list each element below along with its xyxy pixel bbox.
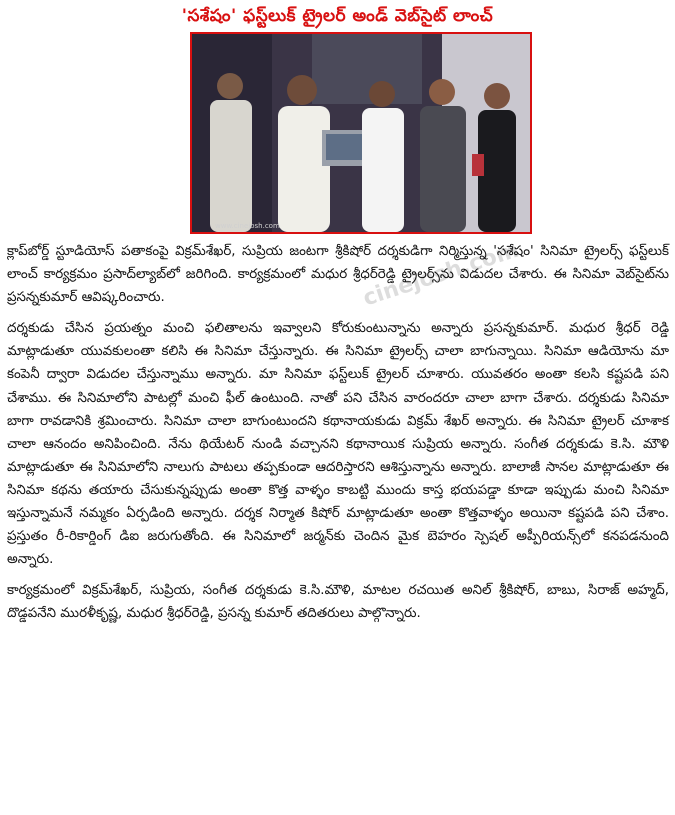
event-photo [190, 32, 532, 234]
article-paragraph-2: దర్శకుడు చేసిన ప్రయత్నం మంచి ఫలితాలను ఇవ్వాలని కోరుకుంటున్నాను అన్నారు ప్రసన్నకుమార్. మధుర శ్రీధర్ రెడ్డి మాట్లాడుతూ యువకులంతా కలిసి ఈ సినిమా చేస్తున్నారు. ఈ సినిమా ట్రైలర్స్ చాలా బాగున్నాయి. సినిమా ఆడియోను మా కంపెనీ ద్వారా విడుదల చేస్తున్నాము అన్నారు. మా సినిమా ఫస్ట్‌లుక్ ట్రైలర్ చూశారు. యువతరం అంతా కలసి కష్టపడి పని చేశాము. ఈ సినిమాలోని పాటల్లో మంచి ఫీల్ ఉంటుంది. నాతో పని చేసిన వారందరూ చాలా బాగా చేశారు. దర్శకుడు సినిమా బాగా రావడానికి శ్రమించారు. సినిమా చాలా బాగుంటుందని కథానాయకుడు విక్రమ్ శేఖర్ అన్నారు. ఈ సినిమా ట్రైలర్ చూశాక చాలా ఆనందం అనిపించింది. నేను థియేటర్ నుండి వచ్చానని కథానాయిక సుప్రియ అన్నారు. సంగీత దర్శకుడు కె.సి. మౌళి మాట్లాడుతూ ఈ సినిమాలోని నాలుగు పాటలు తప్పకుండా ఆదరిస్తారని ఆశిస్తున్నాను అన్నారు. బాలాజీ సానల మాట్లాడుతూ ఈ సినిమా కథను తయారు చేసుకున్నప్పుడు అంతా కొత్త వాళ్ళం కాబట్టి ముందు కాస్త భయపడ్డా కూడా ఇప్పుడు మంచి సినిమా ఇస్తున్నామనే నమ్మకం ఏర్పడింది అన్నారు. దర్శక నిర్మాత కిషోర్ మాట్లాడుతూ అంతా కొత్తవాళ్ళం అయినా కష్టపడి పని చేశాం. ప్రస్తుతం రీ-రికార్డింగ్ డిఐ జరుగుతోంది. ఈ సినిమాలో జర్మన్‌కు చెందిన మైక బెహరం స్పెషల్ అప్పీరియన్స్‌లో కనపడనుంది అన్నారు. [7, 321, 669, 568]
article-body [7, 237, 669, 634]
event-photo-illustration [192, 34, 530, 232]
site-watermark: cinejosh.com [360, 237, 522, 312]
article-paragraph-1: క్లాప్‌బోర్డ్ స్టూడియోస్ పతాకంపై విక్రమ్‌శేఖర్, సుప్రియ జంటగా శ్రీకిషోర్ దర్శకుడిగా నిర్మిస్తున్న 'సశేషం' సినిమా ట్రైలర్స్ ఫస్ట్‌లుక్ లాంచ్ కార్యక్రమం ప్రసాద్‌ల్యాబ్‌లో జరిగింది. కార్యక్రమంలో మధుర శ్రీధర్‌రెడ్డి ట్రైలర్స్‌ను విడుదల చేశారు. ఈ సినిమా వెబ్‌సైట్‌ను ప్రసన్నకుమార్ ఆవిష్కరించారు. [7, 244, 669, 306]
photo-watermark: www.cinejosh.com [215, 222, 280, 230]
headline: 'సశేషం' ఫస్ట్‌లుక్ ట్రైలర్ అండ్ వెబ్‌సైట్ లాంచ్ [181, 6, 494, 26]
article-paragraph-3: కార్యక్రమంలో విక్రమ్‌శేఖర్, సుప్రియ, సంగీత దర్శకుడు కె.సి.మౌళి, మాటల రచయిత అనిల్ శ్రీకిషోర్, బాబు, సిరాజ్ అహ్మద్, దొడ్డపనేని మురళీకృష్ణ, మధుర శ్రీధర్‌రెడ్డి, ప్రసన్న కుమార్ తదితరులు పాల్గొన్నారు. [7, 583, 669, 622]
